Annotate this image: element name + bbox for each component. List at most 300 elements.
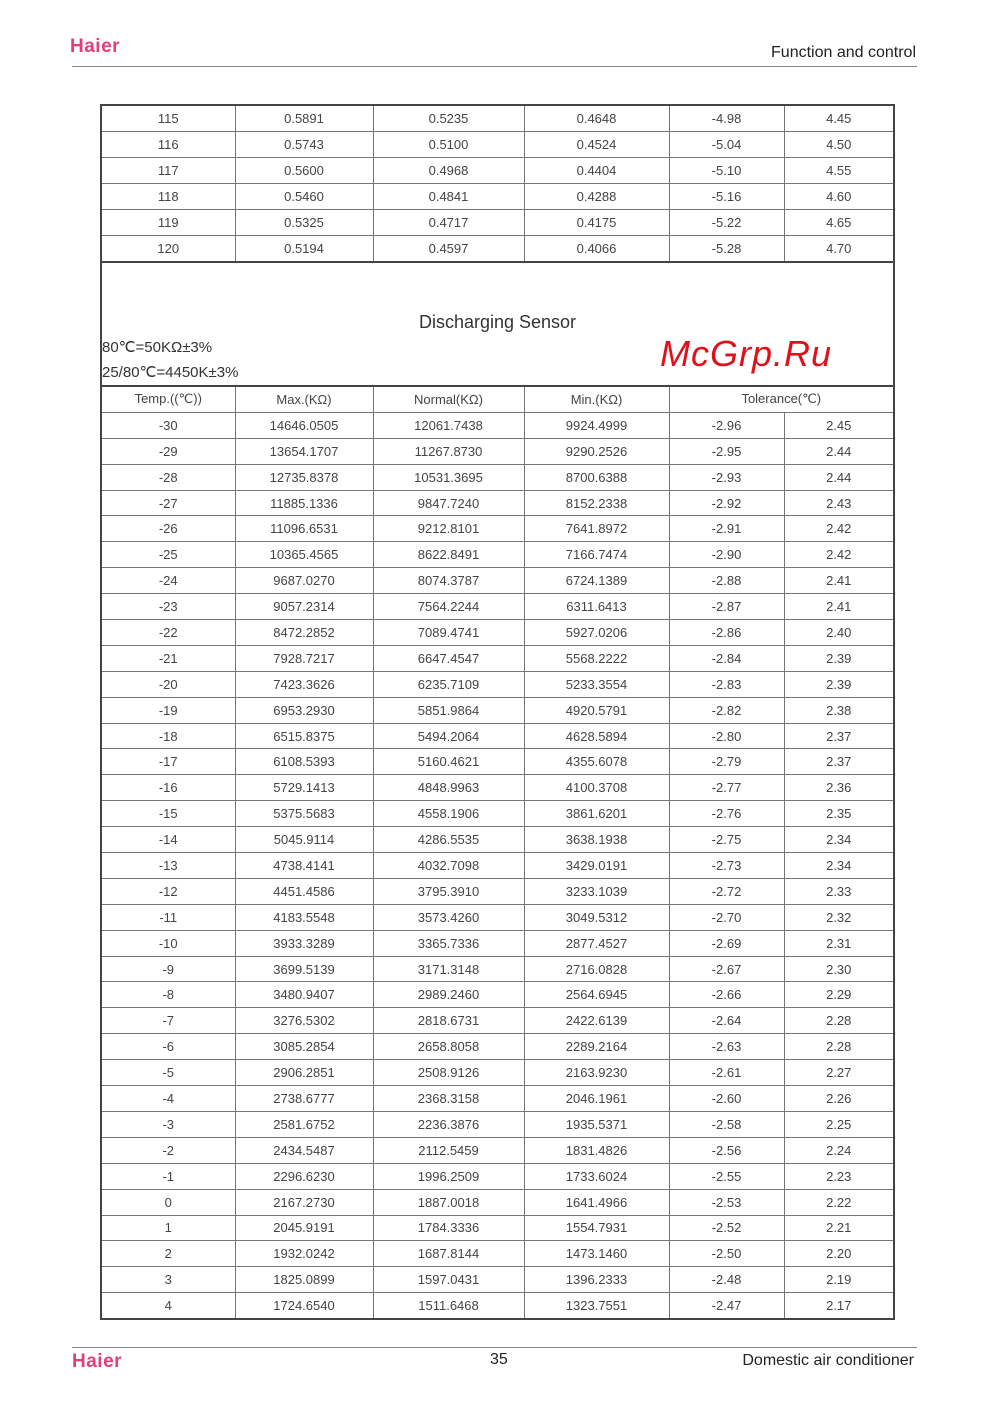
cell-temp: -3 — [101, 1111, 235, 1137]
table-row — [101, 1189, 894, 1215]
cell-min: 8700.6388 — [524, 464, 669, 490]
cell-tol-low: -2.82 — [669, 697, 784, 723]
table-row — [101, 1267, 894, 1293]
cell-tol-low: -2.50 — [669, 1241, 784, 1267]
footer-divider — [72, 1347, 917, 1348]
table-row — [101, 412, 894, 438]
table-row — [101, 438, 894, 464]
cell-temp: -13 — [101, 853, 235, 879]
cell-tol-high: 4.70 — [784, 236, 894, 263]
cell-min: 4355.6078 — [524, 749, 669, 775]
cell-max: 5045.9114 — [235, 827, 373, 853]
cell-normal: 7564.2244 — [373, 594, 524, 620]
cell-max: 6953.2930 — [235, 697, 373, 723]
cell-max: 13654.1707 — [235, 438, 373, 464]
cell-normal: 0.4968 — [373, 158, 524, 184]
cell-temp: -4 — [101, 1086, 235, 1112]
header-tolerance: Tolerance(℃) — [669, 386, 894, 412]
haier-logo: Haier — [70, 36, 121, 57]
cell-max: 3933.3289 — [235, 930, 373, 956]
cell-min: 1473.1460 — [524, 1241, 669, 1267]
cell-tol-high: 4.50 — [784, 132, 894, 158]
cell-max: 5375.5683 — [235, 801, 373, 827]
cell-tol-high: 2.44 — [784, 438, 894, 464]
cell-temp: -7 — [101, 1008, 235, 1034]
cell-tol-low: -2.88 — [669, 568, 784, 594]
table-row — [101, 749, 894, 775]
cell-normal: 0.4597 — [373, 236, 524, 263]
cell-tol-high: 2.17 — [784, 1293, 894, 1319]
cell-max: 11885.1336 — [235, 490, 373, 516]
cell-tol-low: -5.10 — [669, 158, 784, 184]
table-row — [101, 1034, 894, 1060]
table-row — [101, 105, 894, 132]
cell-tol-low: -2.60 — [669, 1086, 784, 1112]
cell-temp: -15 — [101, 801, 235, 827]
cell-tol-low: -2.63 — [669, 1034, 784, 1060]
cell-temp: -20 — [101, 671, 235, 697]
section-title: Discharging Sensor — [418, 312, 577, 332]
cell-tol-low: -2.79 — [669, 749, 784, 775]
table-row — [101, 956, 894, 982]
cell-tol-high: 2.37 — [784, 723, 894, 749]
cell-max: 11096.6531 — [235, 516, 373, 542]
cell-normal: 1597.0431 — [373, 1267, 524, 1293]
cell-normal: 8622.8491 — [373, 542, 524, 568]
cell-tol-high: 2.35 — [784, 801, 894, 827]
cell-normal: 0.5235 — [373, 105, 524, 132]
cell-min: 3049.5312 — [524, 904, 669, 930]
table-row — [101, 1008, 894, 1034]
cell-temp: 115 — [101, 105, 235, 132]
cell-max: 0.5325 — [235, 210, 373, 236]
cell-temp: -25 — [101, 542, 235, 568]
cell-max: 3276.5302 — [235, 1008, 373, 1034]
cell-max: 6515.8375 — [235, 723, 373, 749]
cell-temp: 2 — [101, 1241, 235, 1267]
cell-temp: -30 — [101, 412, 235, 438]
cell-normal: 9847.7240 — [373, 490, 524, 516]
cell-temp: -18 — [101, 723, 235, 749]
cell-min: 1641.4966 — [524, 1189, 669, 1215]
cell-tol-high: 2.20 — [784, 1241, 894, 1267]
table-row — [101, 1111, 894, 1137]
discharging-sensor-table — [100, 385, 895, 1320]
cell-min: 0.4648 — [524, 105, 669, 132]
cell-max: 2738.6777 — [235, 1086, 373, 1112]
cell-max: 2296.6230 — [235, 1163, 373, 1189]
cell-tol-high: 2.34 — [784, 853, 894, 879]
cell-tol-low: -2.61 — [669, 1060, 784, 1086]
cell-temp: 116 — [101, 132, 235, 158]
cell-tol-high: 2.22 — [784, 1189, 894, 1215]
cell-tol-low: -4.98 — [669, 105, 784, 132]
cell-normal: 5160.4621 — [373, 749, 524, 775]
cell-tol-low: -2.58 — [669, 1111, 784, 1137]
cell-temp: -19 — [101, 697, 235, 723]
cell-normal: 1784.3336 — [373, 1215, 524, 1241]
cell-temp: -8 — [101, 982, 235, 1008]
cell-tol-high: 2.34 — [784, 827, 894, 853]
cell-tol-low: -2.69 — [669, 930, 784, 956]
cell-normal: 0.4717 — [373, 210, 524, 236]
cell-tol-high: 2.36 — [784, 775, 894, 801]
cell-normal: 1511.6468 — [373, 1293, 524, 1319]
cell-tol-high: 2.41 — [784, 594, 894, 620]
header-divider — [72, 66, 917, 67]
cell-tol-low: -2.75 — [669, 827, 784, 853]
cell-max: 7928.7217 — [235, 645, 373, 671]
cell-tol-high: 2.25 — [784, 1111, 894, 1137]
cell-normal: 1887.0018 — [373, 1189, 524, 1215]
table-row — [101, 1241, 894, 1267]
cell-temp: 118 — [101, 184, 235, 210]
header-min: Min.(KΩ) — [524, 386, 669, 412]
table-row — [101, 184, 894, 210]
cell-min: 1935.5371 — [524, 1111, 669, 1137]
cell-temp: -27 — [101, 490, 235, 516]
cell-tol-low: -2.73 — [669, 853, 784, 879]
cell-tol-low: -2.80 — [669, 723, 784, 749]
cell-max: 0.5600 — [235, 158, 373, 184]
cell-tol-low: -2.96 — [669, 412, 784, 438]
cell-tol-low: -5.22 — [669, 210, 784, 236]
cell-tol-high: 2.42 — [784, 542, 894, 568]
cell-tol-low: -2.47 — [669, 1293, 784, 1319]
cell-normal: 11267.8730 — [373, 438, 524, 464]
cell-max: 4183.5548 — [235, 904, 373, 930]
cell-tol-high: 2.23 — [784, 1163, 894, 1189]
cell-tol-low: -2.95 — [669, 438, 784, 464]
table-row — [101, 1163, 894, 1189]
top-table — [100, 104, 895, 263]
cell-min: 1396.2333 — [524, 1267, 669, 1293]
cell-min: 0.4288 — [524, 184, 669, 210]
cell-normal: 2818.6731 — [373, 1008, 524, 1034]
cell-tol-high: 2.27 — [784, 1060, 894, 1086]
cell-max: 2906.2851 — [235, 1060, 373, 1086]
table-row — [101, 853, 894, 879]
table-row — [101, 723, 894, 749]
cell-min: 4100.3708 — [524, 775, 669, 801]
cell-normal: 5494.2064 — [373, 723, 524, 749]
cell-tol-high: 2.38 — [784, 697, 894, 723]
table-row — [101, 568, 894, 594]
cell-max: 2045.9191 — [235, 1215, 373, 1241]
table-row — [101, 982, 894, 1008]
table-row — [101, 594, 894, 620]
cell-min: 3233.1039 — [524, 878, 669, 904]
cell-max: 0.5460 — [235, 184, 373, 210]
cell-min: 4920.5791 — [524, 697, 669, 723]
cell-max: 12735.8378 — [235, 464, 373, 490]
cell-max: 1932.0242 — [235, 1241, 373, 1267]
cell-min: 7166.7474 — [524, 542, 669, 568]
cell-tol-high: 2.32 — [784, 904, 894, 930]
cell-temp: 1 — [101, 1215, 235, 1241]
cell-min: 3429.0191 — [524, 853, 669, 879]
table-header-row — [101, 386, 894, 412]
cell-min: 5568.2222 — [524, 645, 669, 671]
cell-tol-low: -2.87 — [669, 594, 784, 620]
cell-normal: 2236.3876 — [373, 1111, 524, 1137]
cell-tol-low: -2.53 — [669, 1189, 784, 1215]
table-row — [101, 697, 894, 723]
cell-temp: -17 — [101, 749, 235, 775]
cell-temp: -1 — [101, 1163, 235, 1189]
footer-title: Domestic air conditioner — [742, 1352, 914, 1369]
cell-temp: -14 — [101, 827, 235, 853]
cell-min: 2163.9230 — [524, 1060, 669, 1086]
cell-temp: -11 — [101, 904, 235, 930]
cell-normal: 1996.2509 — [373, 1163, 524, 1189]
cell-min: 2046.1961 — [524, 1086, 669, 1112]
cell-tol-low: -2.70 — [669, 904, 784, 930]
cell-tol-high: 4.45 — [784, 105, 894, 132]
cell-min: 9290.2526 — [524, 438, 669, 464]
cell-tol-high: 2.31 — [784, 930, 894, 956]
cell-min: 4628.5894 — [524, 723, 669, 749]
spec-resistance: 80℃=50KΩ±3% — [102, 339, 213, 356]
cell-tol-low: -2.64 — [669, 1008, 784, 1034]
cell-tol-low: -2.72 — [669, 878, 784, 904]
table-row — [101, 827, 894, 853]
cell-tol-high: 2.33 — [784, 878, 894, 904]
cell-min: 6311.6413 — [524, 594, 669, 620]
table-row — [101, 801, 894, 827]
table-row — [101, 132, 894, 158]
cell-min: 3861.6201 — [524, 801, 669, 827]
page-number: 35 — [490, 1351, 508, 1368]
cell-min: 5927.0206 — [524, 620, 669, 646]
cell-normal: 0.4841 — [373, 184, 524, 210]
cell-tol-high: 2.45 — [784, 412, 894, 438]
cell-temp: 3 — [101, 1267, 235, 1293]
cell-temp: -5 — [101, 1060, 235, 1086]
cell-max: 10365.4565 — [235, 542, 373, 568]
header-normal: Normal(KΩ) — [373, 386, 524, 412]
table-row — [101, 542, 894, 568]
cell-min: 7641.8972 — [524, 516, 669, 542]
cell-temp: -23 — [101, 594, 235, 620]
cell-temp: -9 — [101, 956, 235, 982]
cell-min: 0.4066 — [524, 236, 669, 263]
cell-min: 2564.6945 — [524, 982, 669, 1008]
cell-tol-low: -5.28 — [669, 236, 784, 263]
header-temp: Temp.((℃)) — [101, 386, 235, 412]
cell-tol-high: 2.24 — [784, 1137, 894, 1163]
table-row — [101, 1293, 894, 1319]
cell-temp: -21 — [101, 645, 235, 671]
cell-tol-high: 2.29 — [784, 982, 894, 1008]
cell-tol-high: 2.30 — [784, 956, 894, 982]
table-row — [101, 1086, 894, 1112]
cell-tol-high: 2.44 — [784, 464, 894, 490]
cell-max: 5729.1413 — [235, 775, 373, 801]
cell-max: 14646.0505 — [235, 412, 373, 438]
cell-temp: 0 — [101, 1189, 235, 1215]
cell-max: 4451.4586 — [235, 878, 373, 904]
cell-max: 1825.0899 — [235, 1267, 373, 1293]
cell-temp: -10 — [101, 930, 235, 956]
cell-normal: 4032.7098 — [373, 853, 524, 879]
cell-min: 2422.6139 — [524, 1008, 669, 1034]
haier-logo-footer: Haier — [72, 1351, 123, 1372]
cell-min: 3638.1938 — [524, 827, 669, 853]
cell-normal: 2368.3158 — [373, 1086, 524, 1112]
cell-min: 6724.1389 — [524, 568, 669, 594]
cell-tol-high: 2.40 — [784, 620, 894, 646]
cell-max: 3480.9407 — [235, 982, 373, 1008]
cell-min: 1323.7551 — [524, 1293, 669, 1319]
table-row — [101, 904, 894, 930]
discharging-sensor-section — [100, 259, 895, 385]
cell-normal: 12061.7438 — [373, 412, 524, 438]
cell-normal: 9212.8101 — [373, 516, 524, 542]
cell-tol-high: 2.43 — [784, 490, 894, 516]
cell-max: 9057.2314 — [235, 594, 373, 620]
cell-max: 2167.2730 — [235, 1189, 373, 1215]
cell-tol-high: 4.60 — [784, 184, 894, 210]
cell-tol-low: -2.67 — [669, 956, 784, 982]
cell-tol-high: 2.28 — [784, 1008, 894, 1034]
cell-tol-high: 4.65 — [784, 210, 894, 236]
cell-tol-low: -5.16 — [669, 184, 784, 210]
cell-tol-low: -2.86 — [669, 620, 784, 646]
cell-tol-high: 2.26 — [784, 1086, 894, 1112]
cell-tol-high: 4.55 — [784, 158, 894, 184]
cell-normal: 4286.5535 — [373, 827, 524, 853]
cell-tol-low: -2.52 — [669, 1215, 784, 1241]
cell-max: 0.5743 — [235, 132, 373, 158]
header-max: Max.(KΩ) — [235, 386, 373, 412]
cell-tol-low: -2.56 — [669, 1137, 784, 1163]
cell-normal: 3365.7336 — [373, 930, 524, 956]
cell-tol-high: 2.42 — [784, 516, 894, 542]
table-row — [101, 464, 894, 490]
cell-tol-low: -2.77 — [669, 775, 784, 801]
cell-min: 1554.7931 — [524, 1215, 669, 1241]
cell-max: 2434.5487 — [235, 1137, 373, 1163]
cell-min: 0.4175 — [524, 210, 669, 236]
cell-tol-low: -2.83 — [669, 671, 784, 697]
cell-temp: -29 — [101, 438, 235, 464]
table-row — [101, 671, 894, 697]
cell-temp: -6 — [101, 1034, 235, 1060]
cell-max: 3699.5139 — [235, 956, 373, 982]
table-row — [101, 645, 894, 671]
cell-normal: 2508.9126 — [373, 1060, 524, 1086]
table-row — [101, 620, 894, 646]
cell-tol-high: 2.39 — [784, 671, 894, 697]
cell-tol-high: 2.41 — [784, 568, 894, 594]
cell-tol-low: -2.84 — [669, 645, 784, 671]
cell-min: 1831.4826 — [524, 1137, 669, 1163]
cell-tol-low: -2.90 — [669, 542, 784, 568]
cell-tol-high: 2.28 — [784, 1034, 894, 1060]
cell-tol-low: -5.04 — [669, 132, 784, 158]
table-row — [101, 1060, 894, 1086]
cell-min: 5233.3554 — [524, 671, 669, 697]
cell-min: 1733.6024 — [524, 1163, 669, 1189]
table-row — [101, 930, 894, 956]
cell-max: 0.5891 — [235, 105, 373, 132]
table-row — [101, 775, 894, 801]
cell-tol-high: 2.39 — [784, 645, 894, 671]
cell-temp: -28 — [101, 464, 235, 490]
cell-tol-low: -2.92 — [669, 490, 784, 516]
cell-min: 8152.2338 — [524, 490, 669, 516]
cell-max: 3085.2854 — [235, 1034, 373, 1060]
table-row — [101, 516, 894, 542]
cell-temp: -24 — [101, 568, 235, 594]
cell-max: 9687.0270 — [235, 568, 373, 594]
cell-temp: 119 — [101, 210, 235, 236]
cell-temp: 120 — [101, 236, 235, 263]
table-row — [101, 210, 894, 236]
header-title: Function and control — [771, 44, 916, 61]
cell-tol-low: -2.66 — [669, 982, 784, 1008]
cell-normal: 4558.1906 — [373, 801, 524, 827]
table-row — [101, 1215, 894, 1241]
cell-min: 9924.4999 — [524, 412, 669, 438]
cell-temp: 4 — [101, 1293, 235, 1319]
cell-temp: -12 — [101, 878, 235, 904]
cell-temp: 117 — [101, 158, 235, 184]
cell-tol-low: -2.76 — [669, 801, 784, 827]
cell-normal: 6235.7109 — [373, 671, 524, 697]
cell-normal: 7089.4741 — [373, 620, 524, 646]
spec-b-value: 25/80℃=4450K±3% — [102, 364, 239, 381]
cell-temp: -22 — [101, 620, 235, 646]
cell-temp: -26 — [101, 516, 235, 542]
cell-max: 0.5194 — [235, 236, 373, 263]
cell-min: 0.4404 — [524, 158, 669, 184]
cell-normal: 2989.2460 — [373, 982, 524, 1008]
cell-tol-high: 2.21 — [784, 1215, 894, 1241]
cell-temp: -2 — [101, 1137, 235, 1163]
cell-normal: 1687.8144 — [373, 1241, 524, 1267]
cell-normal: 8074.3787 — [373, 568, 524, 594]
cell-normal: 0.5100 — [373, 132, 524, 158]
cell-min: 0.4524 — [524, 132, 669, 158]
cell-max: 8472.2852 — [235, 620, 373, 646]
cell-min: 2716.0828 — [524, 956, 669, 982]
cell-normal: 3171.3148 — [373, 956, 524, 982]
cell-max: 4738.4141 — [235, 853, 373, 879]
table-row — [101, 878, 894, 904]
cell-max: 1724.6540 — [235, 1293, 373, 1319]
cell-min: 2289.2164 — [524, 1034, 669, 1060]
cell-max: 6108.5393 — [235, 749, 373, 775]
cell-tol-high: 2.37 — [784, 749, 894, 775]
cell-max: 7423.3626 — [235, 671, 373, 697]
cell-temp: -16 — [101, 775, 235, 801]
watermark: McGrp.Ru — [660, 333, 833, 374]
table-row — [101, 158, 894, 184]
cell-tol-low: -2.91 — [669, 516, 784, 542]
cell-min: 2877.4527 — [524, 930, 669, 956]
cell-normal: 6647.4547 — [373, 645, 524, 671]
cell-max: 2581.6752 — [235, 1111, 373, 1137]
cell-normal: 10531.3695 — [373, 464, 524, 490]
table-row — [101, 1137, 894, 1163]
cell-tol-low: -2.55 — [669, 1163, 784, 1189]
cell-normal: 3795.3910 — [373, 878, 524, 904]
cell-tol-low: -2.48 — [669, 1267, 784, 1293]
table-row — [101, 490, 894, 516]
cell-normal: 2658.8058 — [373, 1034, 524, 1060]
